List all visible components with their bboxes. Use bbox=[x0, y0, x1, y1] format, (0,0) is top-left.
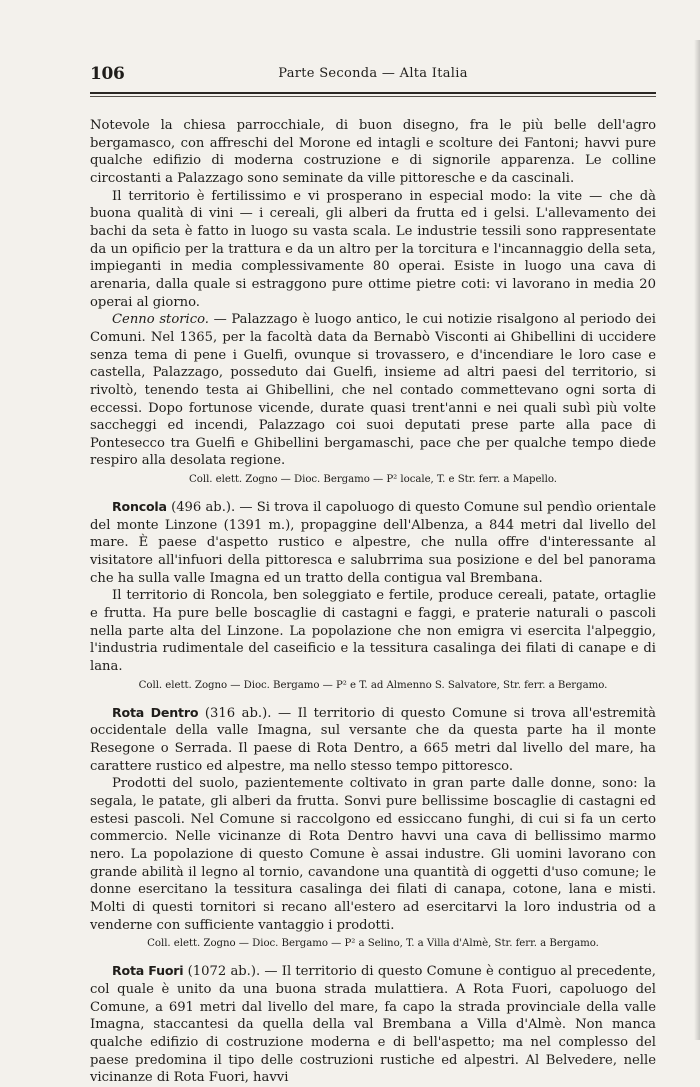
page-header bbox=[90, 64, 656, 86]
rota-fuori-intro-text: (1072 ab.). — Il territorio di questo Comune è contiguo al precedente, col quale è unito da una buona strada mulattiera. A Rota Fuori, capoluogo del Comune, a 691 metri dal livello del mare, fa capo la strada provinciale della valle Imagna, staccantesi da quella della val Brembana a Villa d'Almè. Non manca qualche edifizio di costruzione moderna e di bell'aspetto; ma nel complesso del paese predomina il tipo delle costruzioni rustiche ed alpestri. Al Belvedere, nelle vicinanze di Rota Fuori, havvi bbox=[90, 964, 656, 1086]
entry-title-roncola: Roncola bbox=[112, 499, 167, 515]
paragraph-roncola-territory: Il territorio di Roncola, ben soleggiato e fertile, produce cereali, patate, ortaglie e frutta. Ha pure belle boscaglie di castagni e faggi, e praterie naturali o pascoli nella parte alta del Linzone. La popolazione che non emigra vi esercita l'alpeggio, l'industria rudimentale del caseificio e la tessitura casalinga dei filati di canape e di lana. bbox=[90, 588, 656, 675]
header-rule-thick bbox=[90, 92, 656, 94]
history-text: — Palazzago è luogo antico, le cui notizie risalgono al periodo dei Comuni. Nel 1365, per la facoltà data da Bernabò Visconti ai Ghibellini di uccidere senza tema di pene i Guelfi, ovunque si trovassero, e d'incendiare le loro case e castella, Palazzago, posseduto dai Guelfi, insieme ad altri paesi del territorio, si rivoltò, tenendo testa ai Ghibellini, che nel contado commettevano ogni sorta di eccessi. Dopo fortunose vicende, durate quasi trent'anni e nei quali subì più volte saccheggi ed incendi, Palazzago coi suoi deputati prese parte alla pace di Pontesecco tra Guelfi e Ghibellini bergamaschi, pace che per qualche tempo diede respiro alla desolata regione. bbox=[90, 312, 656, 469]
roncola-intro-text: (496 ab.). — Si trova il capoluogo di questo Comune sul pendìo orientale del monte Linzone (1391 m.), propaggine dell'Albenza, a 844 metri dal livello del mare. È paese d'aspetto rustico e alpestre, che nulla offre d'interessante al visitatore all'infuori della pittoresca e salubrrima sua posizione e del bel panorama che ha sulla valle Imagna ed un tratto della contigua val Brembana. bbox=[90, 500, 656, 586]
page-edge-shadow bbox=[694, 40, 700, 1040]
paragraph-rota-dentro-intro bbox=[90, 704, 656, 776]
paragraph-rota-dentro-products: Prodotti del suolo, pazientemente coltivato in gran parte dalle donne, sono: la segala, le patate, gli alberi da frutta. Sonvi pure bellissime boscaglie di castagni ed estesi pascoli. Nel Comune si raccolgono ed essiccano funghi, di cui si fa un certo commercio. Nelle vicinanze di Rota Dentro havvi una cava di bellissimo marmo nero. La popolazione di questo Comune è assai industre. Gli uomini lavorano con grande abilità il legno al tornio, cavandone una quantità di oggetti d'uso comune; le donne esercitano la tessitura casalinga dei filati di canapa, cotone, lana e misti. Molti di questi tornitori si recano all'estero ad esercitarvi la loro industria od a venderne con sufficiente vantaggio i prodotti. bbox=[90, 776, 656, 933]
entry-title-rota-dentro: Rota Dentro bbox=[112, 704, 199, 720]
paragraph-roncola-intro bbox=[90, 498, 656, 587]
page-number: 106 bbox=[90, 64, 125, 84]
note-palazzago: Coll. elett. Zogno — Dioc. Bergamo — P² locale, T. e Str. ferr. a Mapello. bbox=[189, 474, 557, 486]
note-roncola: Coll. elett. Zogno — Dioc. Bergamo — P² e T. ad Almenno S. Salvatore, Str. ferr. a Bergamo. bbox=[138, 679, 608, 691]
paragraph-palazzago-history bbox=[90, 311, 656, 470]
history-lead: Cenno storico. bbox=[112, 312, 209, 328]
paragraph-palazzago-territory: Il territorio è fertilissimo e vi prosperano in especial modo: la vite — che dà buona qualità di vini — i cereali, gli alberi da frutta ed i gelsi. L'allevamento dei bachi da seta è fatto in luogo su vasta scala. Le industrie tessili sono rappresentate da un opificio per la trattura e da un altro per la torcitura e l'incannaggio della seta, impieganti in media complessivamente 80 operai. Esiste in luogo una cava di arenaria, dalla quale si estraggono pure ottime pietre coti: vi lavorano in media 20 operai al giorno. bbox=[90, 188, 656, 310]
entry-title-rota-fuori: Rota Fuori bbox=[112, 963, 184, 979]
body-text bbox=[90, 117, 656, 1087]
note-rota-dentro: Coll. elett. Zogno — Dioc. Bergamo — P² a Selino, T. a Villa d'Almè, Str. ferr. a Bergamo. bbox=[147, 938, 599, 950]
paragraph-rota-fuori-intro bbox=[90, 962, 656, 1087]
header-rule-thin bbox=[90, 96, 656, 97]
running-head: Parte Seconda — Alta Italia bbox=[278, 66, 468, 81]
paragraph-palazzago-church: Notevole la chiesa parrocchiale, di buon disegno, fra le più belle dell'agro bergamasco, con affreschi del Morone ed intagli e scolture dei Fantoni; havvi pure qualche edifizio di moderna costruzione e di signorile apparenza. Le colline circostanti a Palazzago sono seminate da ville pittoresche e da cascinali. bbox=[90, 118, 656, 186]
rota-dentro-intro-text: (316 ab.). — Il territorio di questo Comune si trova all'estremità occidentale della valle Imagna, sul versante che da questa parte ha il monte Resegone o Serrada. Il paese di Rota Dentro, a 665 metri dal livello del mare, ha carattere rustico ed alpestre, ma nello stesso tempo pittoresco. bbox=[90, 705, 656, 774]
